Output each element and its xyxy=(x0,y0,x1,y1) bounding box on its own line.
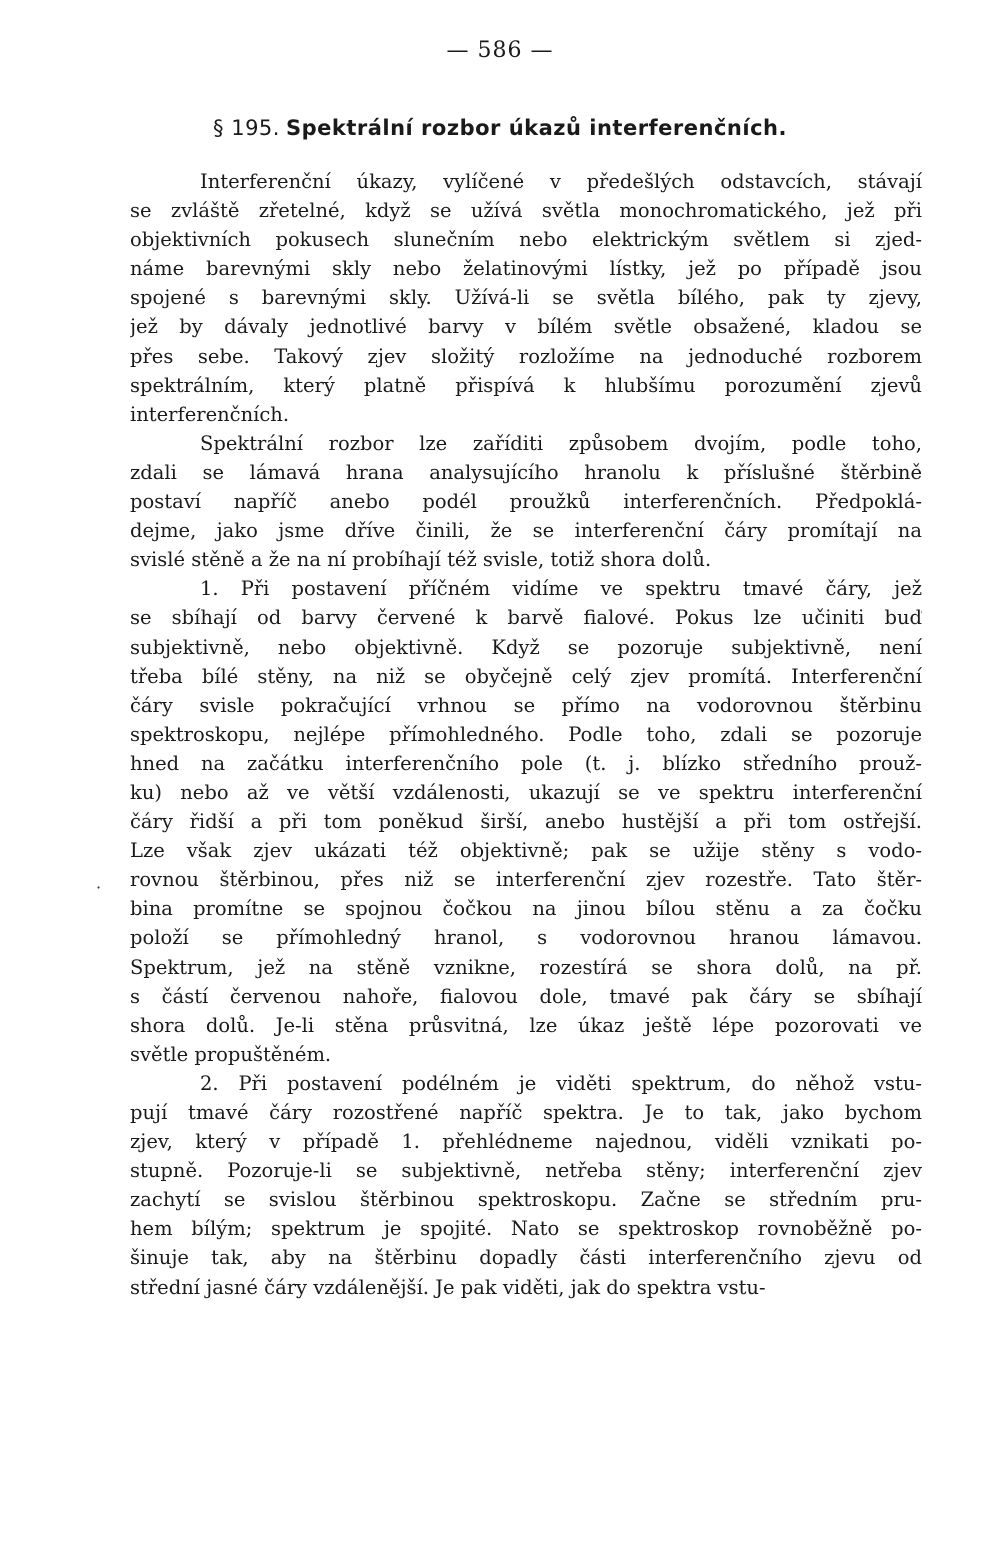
paragraph-4-line: střední jasné čáry vzdálenější. Je pak viděti, jak do spektra vstu- xyxy=(130,1275,766,1299)
paragraph-4-line: 2. Při postavení podélném je viděti spektrum, do něhož vstu- xyxy=(200,1071,922,1095)
page-number: — 586 — xyxy=(446,38,554,63)
paragraph-2-line: svislé stěně a že na ní probíhají též svisle, totiž shora dolů. xyxy=(130,548,712,572)
paragraph-3-line: shora dolů. Je-li stěna průsvitná, lze úkaz ještě lépe pozorovati ve xyxy=(130,1013,922,1037)
paragraph-3-line: 1. Při postavení příčném vidíme ve spektru tmavé čáry, jež xyxy=(200,577,922,601)
paragraph-3-line: třeba bílé stěny, na niž se obyčejně celý zjev promítá. Interferenční xyxy=(130,664,922,688)
paragraph-3-line: rovnou štěrbinou, přes niž se interferenční zjev rozestře. Tato štěr- xyxy=(130,868,922,892)
paragraph-4-line: hem bílým; spektrum je spojité. Nato se spektroskop rovnoběžně po- xyxy=(130,1217,922,1241)
paragraph-3-line: s částí červenou nahoře, fialovou dole, tmavé pak čáry se sbíhají xyxy=(130,984,922,1008)
paragraph-3-line: čáry svisle pokračující vrhnou se přímo na vodorovnou štěrbinu xyxy=(130,693,922,717)
paragraph-3-line: spektroskopu, nejlépe přímohledného. Podle toho, zdali se pozoruje xyxy=(130,722,922,746)
paragraph-3-line: Lze však zjev ukázati též objektivně; pak se užije stěny s vodo- xyxy=(130,839,922,863)
paragraph-3-line: Spektrum, jež na stěně vznikne, rozestírá se shora dolů, na př. xyxy=(130,955,922,979)
paragraph-4-line: stupně. Pozoruje-li se subjektivně, netřeba stěny; interferenční zjev xyxy=(130,1159,922,1183)
paragraph-2-line: dejme, jako jsme dříve činili, že se interferenční čáry promítají na xyxy=(130,519,922,543)
paragraph-1-line: náme barevnými skly nebo želatinovými lístky, jež po případě jsou xyxy=(130,257,922,281)
paragraph-2-line: zdali se lámavá hrana analysujícího hranolu k příslušné štěrbině xyxy=(130,460,922,484)
paragraph-3-line: hned na začátku interferenčního pole (t. j. blízko středního prouž- xyxy=(130,751,922,775)
paragraph-4-line: pují tmavé čáry rozostřené napříč spektra. Je to tak, jako bychom xyxy=(130,1101,922,1124)
margin-mark: · xyxy=(96,878,102,897)
paragraph-3-line: světle propuštěném. xyxy=(130,1042,332,1066)
paragraph-3-line: se sbíhají od barvy červené k barvě fialové. Pokus lze učiniti buď xyxy=(130,606,922,630)
section-heading xyxy=(0,116,1000,140)
paragraph-4-line: zjev, který v případě 1. přehlédneme najednou, viděli vznikati po- xyxy=(130,1130,922,1154)
paragraph-3-line: subjektivně, nebo objektivně. Když se pozoruje subjektivně, není xyxy=(130,635,922,659)
paragraph-4-line: zachytí se svislou štěrbinou spektroskopu. Začne se středním pru- xyxy=(130,1188,922,1212)
paragraph-4-line: šinuje tak, aby na štěrbinu dopadly části interferenčního zjevu od xyxy=(130,1246,922,1270)
paragraph-3-line: čáry řidší a při tom poněkud širší, anebo hustější a při tom ostřejší. xyxy=(130,810,922,834)
paragraph-3-line: ku) nebo až ve větší vzdálenosti, ukazují se ve spektru interferenční xyxy=(130,780,922,804)
paragraph-1-line: jež by dávaly jednotlivé barvy v bílém světle obsažené, kladou se xyxy=(130,315,922,339)
paragraph-3-line: položí se přímohledný hranol, s vodorovnou hranou lámavou. xyxy=(130,926,922,950)
body-text xyxy=(130,167,922,1302)
paragraph-1-line: se zvláště zřetelné, když se užívá světla monochromatického, jež při xyxy=(130,199,922,223)
paragraph-1-line: Interferenční úkazy, vylíčené v předešlých odstavcích, stávají xyxy=(200,170,922,193)
paragraph-1-line: spojené s barevnými skly. Užívá-li se světla bílého, pak ty zjevy, xyxy=(130,286,922,310)
paragraph-1-line: objektivních pokusech slunečním nebo elektrickým světlem si zjed- xyxy=(130,228,922,252)
section-number: § 195. xyxy=(213,116,280,140)
paragraph-2-line: postaví napříč anebo podél proužků interferenčních. Předpoklá- xyxy=(130,490,922,514)
section-title: Spektrální rozbor úkazů interferenčních. xyxy=(285,116,787,140)
paragraph-1-line: interferenčních. xyxy=(130,402,290,426)
paragraph-3-line: bina promítne se spojnou čočkou na jinou bílou stěnu a za čočku xyxy=(130,897,922,921)
paragraph-2-line: Spektrální rozbor lze zaříditi způsobem dvojím, podle toho, xyxy=(200,431,922,455)
paragraph-1-line: spektrálním, který platně přispívá k hlubšímu porozumění zjevů xyxy=(130,373,922,397)
paragraph-1-line: přes sebe. Takový zjev složitý rozložíme na jednoduché rozborem xyxy=(130,344,922,368)
